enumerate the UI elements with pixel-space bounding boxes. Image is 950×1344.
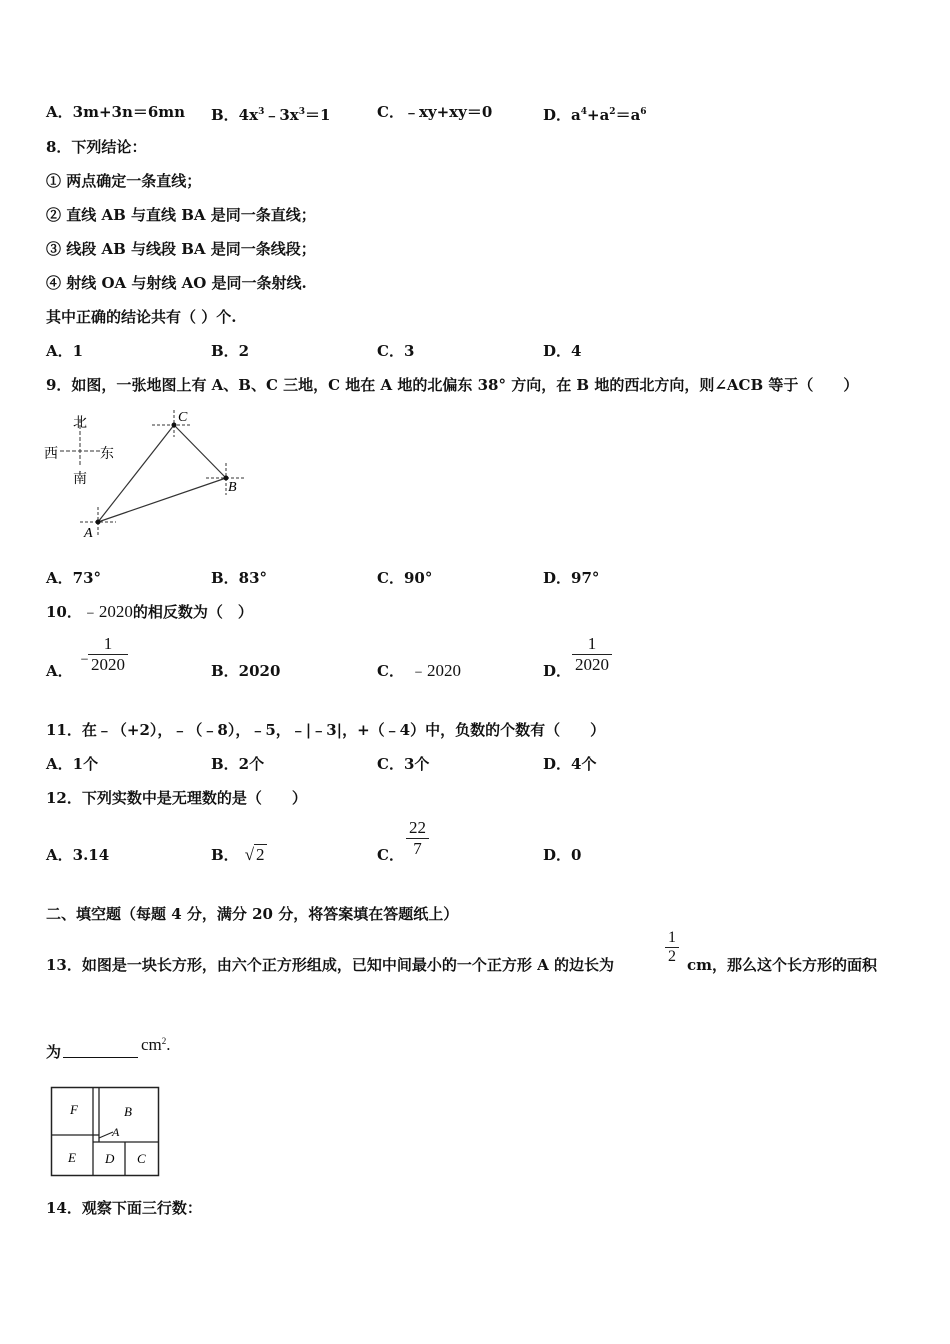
square-c-label: C: [137, 1151, 146, 1166]
q8-item-3: ③ 线段 AB 与线段 BA 是同一条线段；: [46, 240, 316, 258]
q13-fraction-half: 1 2: [665, 929, 679, 966]
q12-stem: 12．下列实数中是无理数的是（ ）: [46, 789, 307, 807]
q8-option-d: D．4: [543, 342, 582, 360]
q9-option-d: D．97°: [543, 569, 600, 587]
segment-cb: [174, 425, 226, 478]
q9-map-figure: [40, 405, 255, 545]
square-b-label: B: [124, 1104, 132, 1119]
q11-option-d: D．4个: [543, 755, 597, 773]
q8-item-1: ① 两点确定一条直线；: [46, 172, 202, 190]
q14-stem: 14．观察下面三行数：: [46, 1199, 202, 1217]
q11-option-c: C．3个: [377, 755, 430, 773]
q11-option-a: A．1个: [46, 755, 99, 773]
q7-option-b: B．$4x^3﹣3x^3=1$: [211, 106, 331, 124]
q13-stem-part2: cm，那么这个长方形的面积: [687, 956, 878, 974]
q11-stem: 11．在﹣（+2），﹣（﹣8），﹣5，﹣|﹣3|，+（﹣4）中，负数的个数有（ ）: [46, 721, 606, 739]
q10-option-c: C． ﹣2020: [377, 661, 461, 680]
point-a-label: A: [84, 526, 93, 541]
square-f-label: F: [70, 1102, 78, 1117]
q10-option-a-label: A．: [46, 662, 73, 680]
segment-ac: [98, 425, 174, 522]
segment-ab: [98, 478, 226, 522]
q12-option-c-fraction: 22 7: [406, 818, 429, 859]
square-d-label: D: [105, 1151, 115, 1166]
point-c-label: C: [178, 410, 188, 425]
q10-option-b: B．2020: [211, 662, 281, 680]
q11-option-b: B．2个: [211, 755, 265, 773]
compass-south-label: 南: [73, 472, 87, 487]
q12-option-b: B． √ 2: [211, 845, 265, 864]
q8-option-c: C．3: [377, 342, 415, 360]
q10-stem: 10．﹣2020的相反数为（ ）: [46, 602, 253, 621]
q9-stem: 9．如图，一张地图上有 A、B、C 三地，C 地在 A 地的北偏东 38° 方向，在 B 地的西北方向，则∠ACB 等于（ ）: [46, 376, 859, 394]
q8-stem: 8．下列结论：: [46, 138, 147, 156]
q10-option-d-fraction: 1 2020: [572, 634, 612, 675]
q9-option-b: B．83°: [211, 569, 268, 587]
point-c: [172, 423, 177, 428]
square-e-label: E: [68, 1150, 76, 1165]
q13-answer-prefix: 为: [46, 1043, 62, 1061]
compass-east-label: 东: [100, 447, 114, 462]
q8-option-a: A．1: [46, 342, 84, 360]
q10-option-a-sign: ﹣: [76, 648, 93, 667]
q12-option-d: D．0: [543, 846, 582, 864]
q9-option-a: A．73°: [46, 569, 102, 587]
square-a-label: A: [112, 1125, 120, 1139]
q12-option-c-label: C．: [377, 846, 404, 864]
q8-question: 其中正确的结论共有（ ）个.: [46, 308, 237, 326]
q8-option-b: B．2: [211, 342, 250, 360]
q8-item-4: ④ 射线 OA 与射线 AO 是同一条射线.: [46, 274, 307, 292]
q10-option-a-fraction: 1 2020: [88, 634, 128, 675]
section-2-heading: 二、填空题（每题 4 分，满分 20 分，将答案填在答题纸上）: [46, 905, 459, 923]
point-b-label: B: [228, 480, 237, 495]
q13-unit: $cm^2$.: [141, 1035, 171, 1054]
q8-item-2: ② 直线 AB 与直线 BA 是同一条直线；: [46, 206, 316, 224]
q13-answer-blank[interactable]: [63, 1057, 138, 1058]
q9-option-c: C．90°: [377, 569, 433, 587]
q13-stem-part1: 13．如图是一块长方形，由六个正方形组成，已知中间最小的一个正方形 A 的边长为: [46, 956, 614, 974]
q7-option-a: A．3m+3n＝6mn: [46, 103, 186, 121]
q10-option-d-label: D．: [543, 662, 572, 680]
q7-option-c: C．﹣xy+xy＝0: [377, 103, 493, 121]
q12-option-a: A．3.14: [46, 846, 110, 864]
q13-rectangle-figure: [50, 1086, 162, 1178]
compass-north-label: 北: [73, 416, 87, 431]
compass-west-label: 西: [44, 447, 58, 462]
point-a: [96, 520, 101, 525]
q7-option-d: D．$a^4+a^2=a^6$: [543, 106, 647, 124]
